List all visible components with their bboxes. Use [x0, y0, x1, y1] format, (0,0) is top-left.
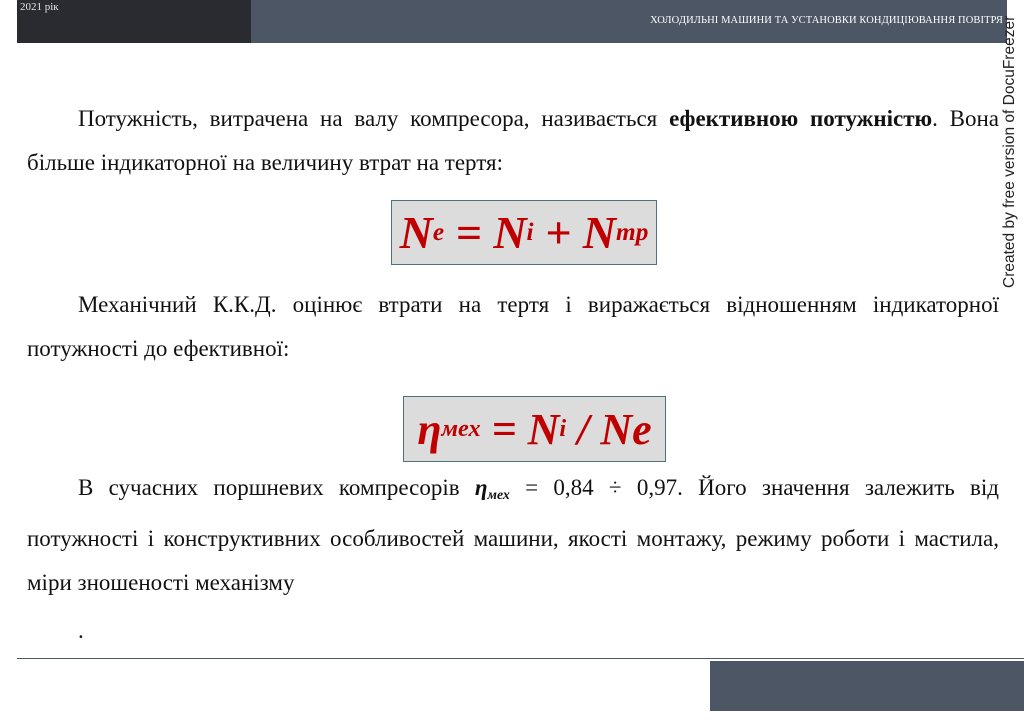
paragraph3-eta: η [474, 475, 488, 500]
paragraph-effective-power [27, 97, 999, 185]
formula-effective-power [391, 200, 657, 265]
formula2-equals: = [480, 404, 528, 454]
footer-bar [710, 661, 1024, 711]
formula2-term1-sub: i [559, 415, 567, 442]
paragraph3-eta-symbol [474, 475, 510, 503]
paragraph-mechanical-efficiency [27, 283, 999, 371]
formula1-lhs: N [399, 207, 433, 258]
paragraph3-text-after: = 0,84 ÷ 0,97. Його значення залежить від потужності і конструктивних особливостей машини, якості монтажу, режиму роботи і мастила, міри зношеності механізму [27, 475, 999, 596]
header-year: 2021 рік [20, 1, 59, 13]
formula2-lhs: η [417, 404, 442, 454]
watermark-text: Created by free version of DocuFreezer [1001, 15, 1018, 288]
formula-mechanical-efficiency [403, 396, 666, 462]
formula1-term2-sub: тр [616, 218, 649, 246]
paragraph3-eta-sub: мех [487, 487, 510, 503]
paragraph2-text: Механічний К.К.Д. оцінює втрати на тертя і виражається відношенням індикаторної потужності до ефективної: [27, 292, 999, 361]
formula2-term1: N [527, 404, 560, 454]
formula2-rest: / Ne [566, 404, 652, 454]
header-left-bar [17, 0, 251, 43]
paragraph3-text-before: В сучасних поршневих компресорів [78, 475, 475, 500]
formula1-plus: + [533, 207, 583, 258]
formula1-equals: = [444, 207, 494, 258]
formula1-lhs-sub: e [432, 218, 445, 246]
header-title: ХОЛОДИЛЬНІ МАШИНИ ТА УСТАНОВКИ КОНДИЦІЮВАННЯ ПОВІТРЯ [650, 15, 1003, 26]
formula1-term1: N [493, 207, 527, 258]
paragraph1-text-before: Потужність, витрачена на валу компресора, називається [78, 106, 670, 131]
formula1-term1-sub: i [526, 218, 534, 246]
paragraph1-bold-term: ефективною потужністю [669, 106, 933, 131]
footer-divider [17, 658, 1024, 659]
paragraph1-text-after: . Вона більше індикаторної на величину втрат на тертя: [27, 106, 1000, 175]
formula2-lhs-sub: мех [441, 415, 481, 442]
trailing-dot: . [78, 618, 84, 643]
paragraph-efficiency-range [27, 466, 999, 605]
header-right-bar [251, 0, 1007, 43]
formula1-term2: N [582, 207, 617, 258]
